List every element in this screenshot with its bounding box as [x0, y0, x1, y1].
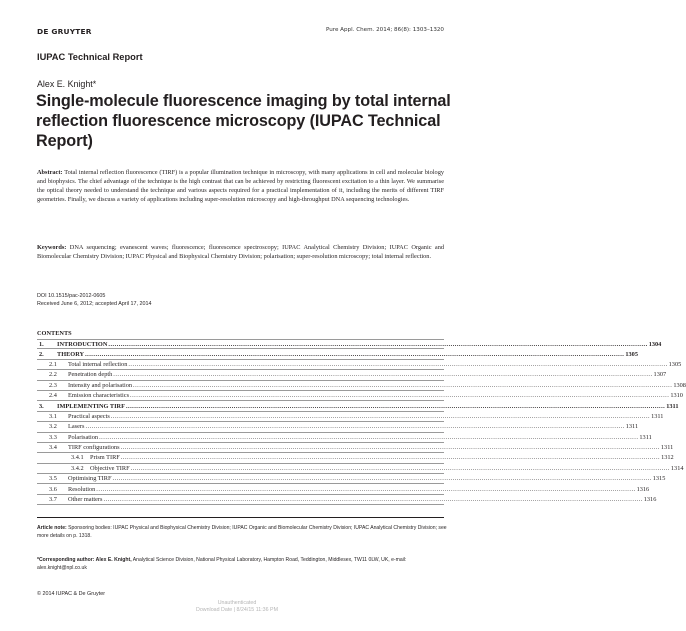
toc-dot-leader: .................................................................................................................................................................................................................................................................... — [120, 454, 661, 462]
table-of-contents — [37, 339, 686, 505]
watermark-line-2: Download Date | 8/24/15 11:36 PM — [196, 607, 278, 614]
toc-entry — [37, 412, 664, 422]
toc-entry-page: 1311 — [639, 433, 652, 441]
toc-entry — [37, 401, 679, 411]
toc-entry — [37, 349, 638, 359]
watermark-line-1: Unauthenticated — [217, 600, 257, 606]
toc-dot-leader: .................................................................................................................................................................................................................................................................... — [130, 392, 670, 400]
toc-entry-number: 2. — [39, 350, 44, 358]
toc-entry — [37, 339, 662, 349]
toc-dot-leader: .................................................................................................................................................................................................................................................................... — [130, 464, 670, 472]
toc-entry-number: 3. — [39, 402, 44, 410]
toc-dot-leader: .................................................................................................................................................................................................................................................................... — [96, 485, 636, 493]
toc-entry-title: THEORY — [57, 350, 85, 358]
toc-entry-page: 1311 — [625, 423, 639, 431]
toc-entry-number: 3.2 — [49, 423, 57, 431]
toc-entry-title: Intensity and polarisation — [68, 381, 133, 389]
toc-entry-number: 3.4 — [49, 444, 57, 452]
toc-entry-number: 2.4 — [49, 392, 57, 400]
toc-dot-leader: .................................................................................................................................................................................................................................................................... — [113, 371, 653, 379]
toc-entry-title: Resolution — [68, 485, 96, 493]
article-note — [37, 524, 447, 540]
toc-entry-title: IMPLEMENTING TIRF — [57, 402, 125, 410]
toc-entry — [37, 484, 650, 494]
toc-dot-leader: .................................................................................................................................................................................................................................................................... — [108, 340, 648, 348]
toc-dot-leader: .................................................................................................................................................................................................................................................................... — [112, 475, 652, 483]
contents-heading: CONTENTS — [37, 330, 72, 337]
toc-dot-leader: .................................................................................................................................................................................................................................................................... — [128, 360, 668, 368]
toc-entry-page: 1304 — [648, 340, 662, 348]
toc-entry-title: Polarisation — [68, 433, 99, 441]
toc-entry-page: 1310 — [670, 392, 683, 400]
toc-entry-number: 3.6 — [49, 485, 57, 493]
publisher-name: DE GRUYTER — [37, 27, 92, 36]
abstract-text: Total internal reflection fluorescence (TIRF) is a popular illumination technique in microscopy, with many applications in cell and molecular biology and biophysics. The chief advantage of the technique is the high contrast that can be achieved by restricting fluorescent excitation to a thin layer. We summarise the optical theory needed to understand the technique and various aspects required for a practical implementation of it, including the merits of different TIRF geometries. Finally, we discuss a variety of applications including super-resolution microscopy and high-throughput DNA sequencing technologies. — [37, 169, 444, 203]
toc-entry-page: 1314 — [670, 464, 684, 472]
toc-entry-number: 2.2 — [49, 371, 57, 379]
toc-entry — [37, 422, 639, 432]
article-title: Single-molecule fluorescence imaging by total internal reflection fluorescence microscopy (IUPAC Technical Report) — [36, 92, 451, 150]
report-type: IUPAC Technical Report — [37, 52, 143, 62]
toc-entry — [37, 495, 657, 505]
toc-entry-title: Emission characteristics — [68, 392, 130, 400]
article-note-text: Sponsoring bodies: IUPAC Physical and Biophysical Chemistry Division; IUPAC Organic and Biomolecular Chemistry Division; IUPAC Analytical Chemistry Division; see more details on p. 1318. — [37, 525, 447, 539]
toc-entry-page: 1316 — [643, 496, 657, 504]
journal-reference: Pure Appl. Chem. 2014; 86(8): 1303–1320 — [325, 27, 444, 33]
toc-dot-leader: .................................................................................................................................................................................................................................................................... — [133, 381, 673, 389]
toc-entry — [37, 370, 667, 380]
toc-entry — [37, 443, 674, 453]
contents-bottom-rule — [37, 517, 444, 518]
toc-entry — [37, 433, 652, 443]
toc-entry-title: Other matters — [68, 496, 103, 504]
toc-entry-page: 1307 — [653, 371, 667, 379]
keywords-label: Keywords: — [37, 244, 67, 251]
toc-dot-leader: .................................................................................................................................................................................................................................................................... — [103, 496, 643, 504]
toc-entry — [37, 464, 684, 474]
toc-entry-title: Objective TIRF — [90, 464, 130, 472]
toc-entry-title: INTRODUCTION — [57, 340, 108, 348]
article-note-label: Article note: — [37, 525, 67, 531]
toc-entry-number: 3.4.1 — [71, 454, 84, 462]
corresponding-author-text: Analytical Science Division, National Physical Laboratory, Hampton Road, Teddington, Middlesex, TW11 0LW, UK, e-mail: alex.knight@npl.co.uk — [37, 557, 407, 571]
toc-entry-title: Practical aspects — [68, 412, 110, 420]
toc-entry-page: 1315 — [652, 475, 666, 483]
toc-entry-number: 2.1 — [49, 360, 57, 368]
keywords — [37, 244, 444, 262]
toc-entry-page: 1305 — [668, 360, 682, 368]
toc-entry-page: 1308 — [673, 381, 686, 389]
keywords-text: DNA sequencing; evanescent waves; fluorescence; fluorescence spectroscopy; IUPAC Analytical Chemistry Division; IUPAC Organic and Biomolecular Chemistry Division; IUPAC Physical and Biophysical Chemistry Division; polarisation; super-resolution microscopy; total internal reflection. — [37, 244, 444, 260]
toc-entry-title: Total internal reflection — [68, 360, 128, 368]
corresponding-author-label: *Corresponding author: Alex E. Knight, — [37, 557, 132, 563]
abstract-label: Abstract: — [37, 169, 63, 176]
download-watermark — [160, 600, 314, 615]
abstract — [37, 169, 444, 205]
toc-dot-leader: .................................................................................................................................................................................................................................................................... — [120, 444, 660, 452]
toc-entry-page: 1311 — [660, 444, 674, 452]
toc-entry — [37, 381, 686, 391]
toc-entry-number: 3.5 — [49, 475, 57, 483]
doi: DOI 10.1515/pac-2012-0605 — [37, 293, 106, 299]
toc-entry-title: Prism TIRF — [90, 454, 120, 462]
toc-entry-page: 1305 — [625, 350, 638, 358]
corresponding-author — [37, 556, 447, 572]
toc-entry-number: 3.7 — [49, 496, 57, 504]
toc-entry-title: TIRF configurations — [68, 444, 120, 452]
toc-entry-title: Penetration depth — [68, 371, 113, 379]
toc-entry-number: 3.3 — [49, 433, 57, 441]
toc-entry-title: Optimising TIRF — [68, 475, 112, 483]
toc-entry — [37, 391, 683, 401]
toc-entry-page: 1312 — [661, 454, 674, 462]
toc-entry-page: 1311 — [666, 402, 679, 410]
toc-entry-page: 1316 — [636, 485, 650, 493]
toc-entry-number: 1. — [39, 340, 44, 348]
received-date: Received June 6, 2012; accepted April 17, 2014 — [37, 301, 152, 307]
toc-entry-number: 3.4.2 — [71, 464, 84, 472]
toc-dot-leader: .................................................................................................................................................................................................................................................................... — [99, 433, 639, 441]
doi-block — [37, 292, 151, 308]
author-name: Alex E. Knight* — [37, 79, 97, 89]
toc-dot-leader: .................................................................................................................................................................................................................................................................... — [125, 402, 666, 410]
toc-entry — [37, 360, 682, 370]
toc-entry — [37, 474, 666, 484]
toc-dot-leader: .................................................................................................................................................................................................................................................................... — [110, 412, 651, 420]
toc-entry-page: 1311 — [651, 412, 664, 420]
toc-entry-title: Lasers — [68, 423, 85, 431]
toc-entry-number: 2.3 — [49, 381, 57, 389]
toc-entry — [37, 453, 674, 463]
toc-dot-leader: .................................................................................................................................................................................................................................................................... — [85, 423, 625, 431]
copyright: © 2014 IUPAC & De Gruyter — [37, 591, 105, 597]
toc-entry-number: 3.1 — [49, 412, 57, 420]
toc-dot-leader: .................................................................................................................................................................................................................................................................... — [85, 350, 625, 358]
